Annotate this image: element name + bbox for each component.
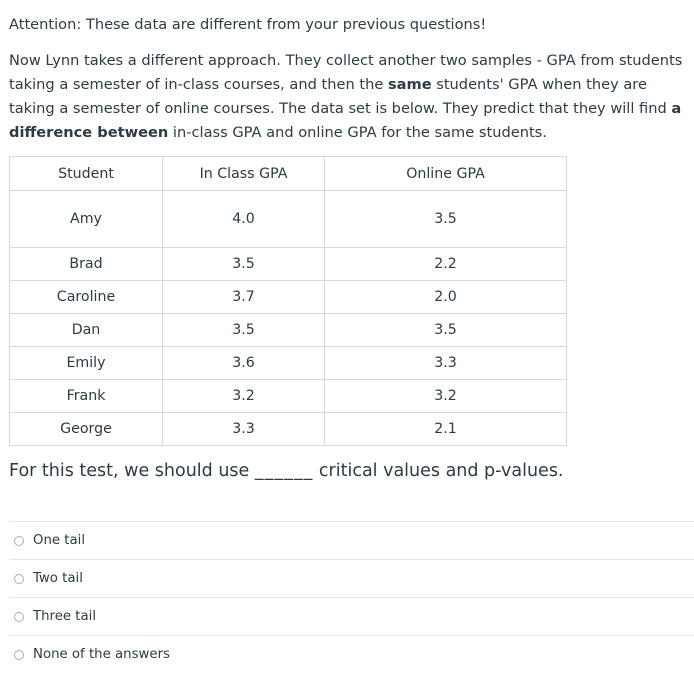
header-in-class-gpa: In Class GPA	[163, 157, 325, 191]
description-text-3: in-class GPA and online GPA for the same students.	[168, 124, 547, 141]
cell-in-class-gpa: 3.6	[163, 347, 325, 380]
cell-student: Amy	[10, 191, 163, 248]
table-row	[10, 314, 567, 347]
cell-student: Caroline	[10, 281, 163, 314]
fill-in-blank: ______	[254, 461, 314, 481]
radio-button-icon[interactable]	[14, 612, 24, 622]
cell-student: Brad	[10, 248, 163, 281]
prompt-text-after: critical values and p-values.	[313, 461, 564, 481]
table-row	[10, 191, 567, 248]
radio-button-icon[interactable]	[14, 650, 24, 660]
table-header-row	[10, 157, 567, 191]
radio-button-icon[interactable]	[14, 574, 24, 584]
cell-student: Frank	[10, 380, 163, 413]
option-one-tail[interactable]	[9, 521, 694, 559]
cell-in-class-gpa: 3.2	[163, 380, 325, 413]
cell-in-class-gpa: 3.5	[163, 314, 325, 347]
cell-online-gpa: 3.5	[325, 191, 567, 248]
cell-online-gpa: 2.2	[325, 248, 567, 281]
option-label: One tail	[33, 533, 86, 548]
cell-online-gpa: 3.5	[325, 314, 567, 347]
cell-online-gpa: 2.1	[325, 413, 567, 446]
question-description	[9, 49, 689, 145]
option-label: None of the answers	[33, 647, 170, 662]
table-row	[10, 380, 567, 413]
answer-options	[9, 521, 694, 673]
table-row	[10, 248, 567, 281]
question-prompt	[9, 459, 564, 483]
cell-student: Emily	[10, 347, 163, 380]
prompt-text-before: For this test, we should use	[9, 461, 255, 481]
option-none-of-the-answers[interactable]	[9, 635, 694, 673]
cell-in-class-gpa: 4.0	[163, 191, 325, 248]
cell-in-class-gpa: 3.5	[163, 248, 325, 281]
cell-in-class-gpa: 3.7	[163, 281, 325, 314]
description-text-1: Now Lynn takes a different approach. They collect another two samples - GPA from students taking a semester of in-class courses, and then the	[9, 52, 683, 93]
table-row	[10, 281, 567, 314]
description-text-2: students' GPA when they are taking a semester of online courses. The data set is below. They predict that they will find	[9, 76, 672, 117]
gpa-data-table	[9, 156, 567, 446]
table-row	[10, 413, 567, 446]
cell-in-class-gpa: 3.3	[163, 413, 325, 446]
description-bold-same: same	[387, 76, 432, 93]
cell-student: Dan	[10, 314, 163, 347]
attention-note: Attention: These data are different from your previous questions!	[9, 16, 487, 33]
cell-online-gpa: 3.3	[325, 347, 567, 380]
option-three-tail[interactable]	[9, 597, 694, 635]
option-two-tail[interactable]	[9, 559, 694, 597]
radio-button-icon[interactable]	[14, 536, 24, 546]
cell-online-gpa: 3.2	[325, 380, 567, 413]
header-student: Student	[10, 157, 163, 191]
cell-online-gpa: 2.0	[325, 281, 567, 314]
option-label: Three tail	[33, 609, 97, 624]
cell-student: George	[10, 413, 163, 446]
table-row	[10, 347, 567, 380]
option-label: Two tail	[33, 571, 83, 586]
description-bold-difference: a difference between	[9, 100, 682, 141]
header-online-gpa: Online GPA	[325, 157, 567, 191]
